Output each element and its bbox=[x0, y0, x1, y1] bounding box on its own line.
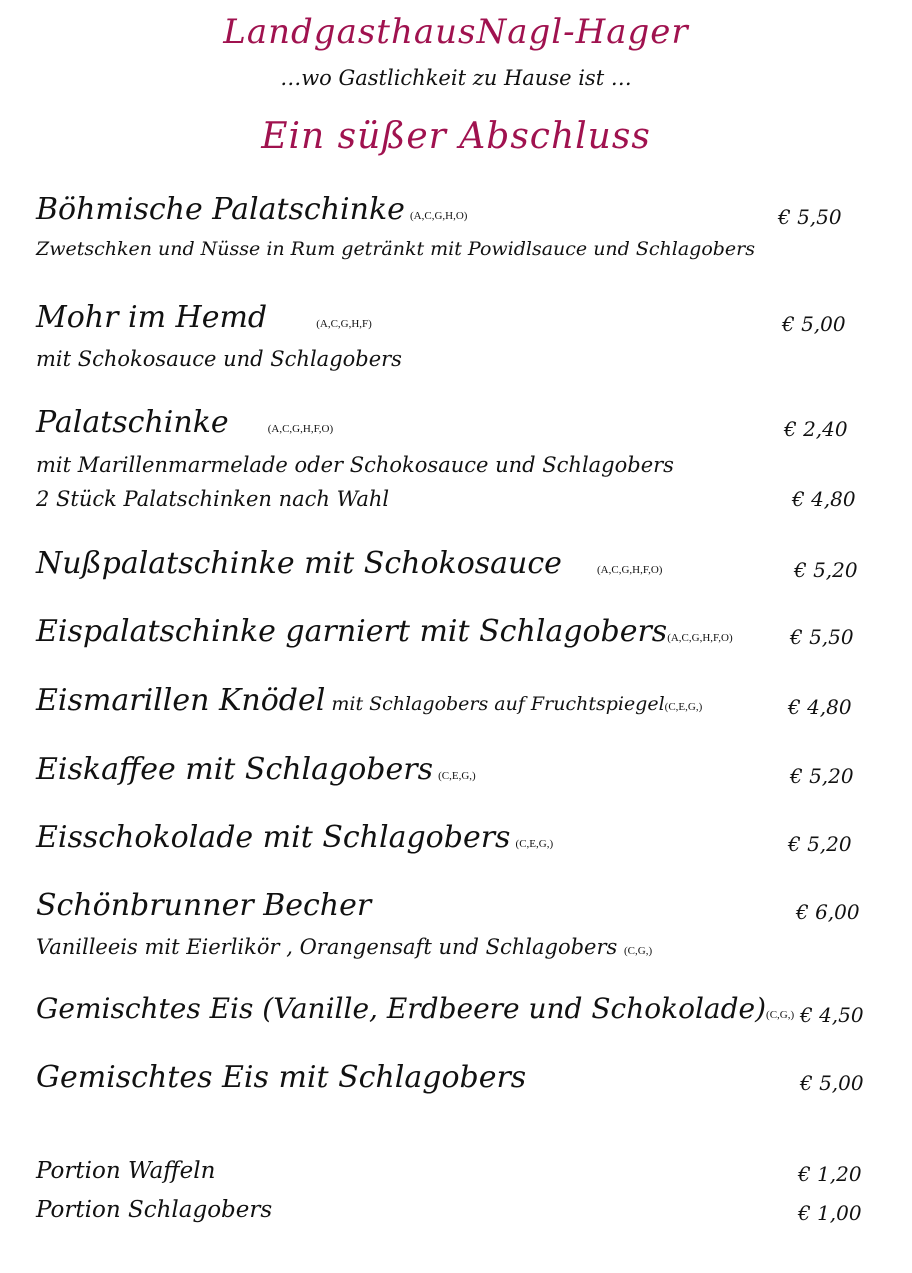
item-allergens: (A,C,G,H,O) bbox=[410, 210, 468, 222]
menu-item-gemischtes-eis-schlagobers bbox=[36, 1060, 912, 1095]
item-price: € 5,00 bbox=[782, 312, 846, 336]
item-name: Eisschokolade mit Schlagobers bbox=[36, 820, 511, 855]
item-description: Zwetschken und Nüsse in Rum getränkt mit Powidlsauce und Schlagobers bbox=[36, 238, 756, 260]
item-name: Gemischtes Eis mit Schlagobers bbox=[36, 1060, 527, 1095]
item-name: Eispalatschinke garniert mit Schlagobers bbox=[36, 614, 668, 649]
item-allergens: (C,E,G,) bbox=[515, 838, 554, 850]
item-description bbox=[36, 935, 912, 959]
item-allergens: (C,G,) bbox=[766, 1009, 795, 1021]
menu-item-eispalatschinke bbox=[36, 614, 912, 649]
extra-price: € 1,00 bbox=[798, 1201, 862, 1225]
item-name: Nußpalatschinke mit Schokosauce bbox=[36, 546, 562, 581]
extra-portion-schlagobers: Portion Schlagobers bbox=[36, 1197, 273, 1223]
item-extra-line: 2 Stück Palatschinken nach Wahl bbox=[36, 487, 390, 511]
restaurant-name: LandgasthausNagl-Hager bbox=[223, 12, 689, 52]
item-name: Eismarillen Knödel bbox=[36, 683, 326, 718]
item-name: Eiskaffee mit Schlagobers bbox=[36, 752, 434, 787]
menu-item-eismarillen-knoedel bbox=[36, 683, 912, 718]
extra-portion-waffeln: Portion Waffeln bbox=[36, 1158, 216, 1184]
item-name: Palatschinke bbox=[36, 405, 229, 440]
menu-item-nusspalatschinke bbox=[36, 546, 912, 581]
item-price: € 4,50 bbox=[800, 1003, 864, 1027]
menu-item-gemischtes-eis bbox=[36, 992, 912, 1025]
item-allergens: (C,G,) bbox=[624, 945, 653, 957]
item-price: € 5,20 bbox=[794, 558, 858, 582]
item-description: mit Marillenmarmelade oder Schokosauce und Schlagobers bbox=[36, 453, 674, 477]
item-description: mit Schokosauce und Schlagobers bbox=[36, 347, 402, 371]
menu-item-palatschinke bbox=[36, 405, 912, 440]
item-name: Böhmische Palatschinke bbox=[36, 192, 405, 227]
item-price: € 5,50 bbox=[778, 205, 842, 229]
item-price: € 4,80 bbox=[788, 695, 852, 719]
menu-item-mohr-im-hemd bbox=[36, 300, 912, 335]
item-extra-price: € 4,80 bbox=[792, 487, 856, 511]
item-price: € 5,20 bbox=[790, 764, 854, 788]
menu-item-schoenbrunner-becher bbox=[36, 888, 912, 923]
item-allergens: (C,E,G,) bbox=[438, 770, 476, 782]
item-allergens: (A,C,G,H,F,O) bbox=[667, 632, 733, 644]
item-description-text: Vanilleeis mit Eierlikör , Orangensaft und Schlagobers bbox=[36, 935, 618, 959]
item-name-suffix: mit Schlagobers auf Fruchtspiegel bbox=[325, 693, 665, 715]
item-name: Mohr im Hemd bbox=[36, 300, 268, 335]
menu-item-eiskaffee bbox=[36, 752, 912, 787]
item-price: € 5,20 bbox=[788, 832, 852, 856]
item-name: Gemischtes Eis (Vanille, Erdbeere und Schokolade) bbox=[36, 992, 767, 1025]
item-allergens: (A,C,G,H,F) bbox=[316, 318, 372, 330]
item-allergens: (A,C,G,H,F,O) bbox=[267, 423, 334, 435]
item-allergens: (C,E,G,) bbox=[664, 701, 703, 713]
extra-price: € 1,20 bbox=[798, 1162, 862, 1186]
item-price: € 5,50 bbox=[790, 625, 854, 649]
section-title: Ein süßer Abschluss bbox=[261, 116, 651, 157]
tagline: …wo Gastlichkeit zu Hause ist … bbox=[280, 66, 632, 90]
item-price: € 6,00 bbox=[796, 900, 860, 924]
item-name: Schönbrunner Becher bbox=[36, 888, 372, 923]
item-price: € 2,40 bbox=[784, 417, 848, 441]
item-allergens: (A,C,G,H,F,O) bbox=[597, 564, 663, 576]
item-price: € 5,00 bbox=[800, 1071, 864, 1095]
menu-item-eisschokolade bbox=[36, 820, 912, 855]
